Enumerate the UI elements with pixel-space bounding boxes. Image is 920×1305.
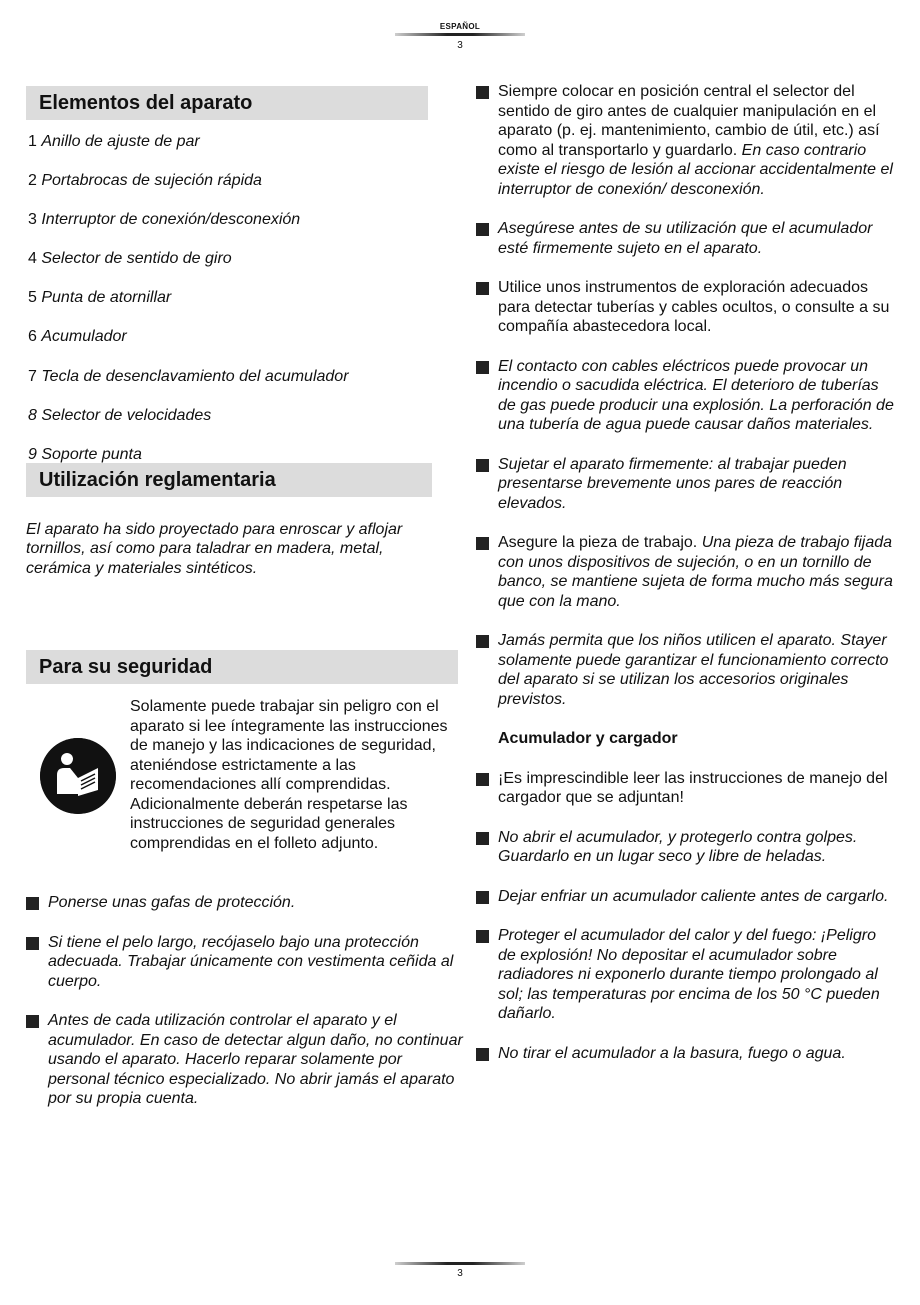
bullet-square-icon bbox=[476, 1048, 489, 1061]
bullet-square-icon bbox=[26, 897, 39, 910]
list-item: 6 Acumulador bbox=[28, 328, 127, 346]
bullet-item: Sujetar el aparato firmemente: al trabajar pueden presentarse brevemente unos pares de reacción elevados. bbox=[476, 455, 896, 514]
list-item: 7 Tecla de desenclavamiento del acumulador bbox=[28, 367, 349, 385]
left-column bbox=[26, 86, 466, 1109]
right-column bbox=[476, 82, 896, 1063]
manual-notice-text: Solamente puede trabajar sin peligro con el aparato si lee íntegramente las instrucciones de manejo y las indicaciones de seguridad, ateniéndose estrictamente a las recomendaciones allí comprendidas. Adicionalmente deberán respetarse las instrucciones de seguridad generales comprendidas en el folleto adjunto. bbox=[130, 698, 448, 852]
bullet-square-icon bbox=[476, 537, 489, 550]
bullet-item: Antes de cada utilización controlar el aparato y el acumulador. En caso de detectar algun daño, no continuar usando el aparato. Hacerlo reparar solamente por personal técnico especializado. No abrir jamás el aparato por su propia cuenta. bbox=[26, 1011, 466, 1109]
left-bullets bbox=[26, 893, 466, 1109]
bullet-item: El contacto con cables eléctricos puede provocar un incendio o sacudida eléctrica. El deterioro de tuberías de gas puede producir una explosión. La perforación de una tubería de agua puede causar daños materiales. bbox=[476, 357, 896, 435]
bullet-square-icon bbox=[476, 361, 489, 374]
bullet-item: Asegúrese antes de su utilización que el acumulador esté firmemente sujeto en el aparato. bbox=[476, 219, 896, 258]
bullet-square-icon bbox=[476, 832, 489, 845]
bullet-square-icon bbox=[26, 1015, 39, 1028]
list-item: 1 Anillo de ajuste de par bbox=[28, 133, 200, 150]
list-item: 2 Portabrocas de sujeción rápida bbox=[28, 172, 262, 190]
bullet-item: Ponerse unas gafas de protección. bbox=[26, 893, 466, 913]
manual-notice bbox=[26, 697, 466, 882]
bullet-square-icon bbox=[476, 635, 489, 648]
usage-text: El aparato ha sido proyectado para enroscar y aflojar tornillos, así como para taladrar en madera, metal, cerámica y materiales sintéticos. bbox=[26, 520, 403, 577]
header-page-number: 3 bbox=[457, 40, 463, 51]
bullet-square-icon bbox=[476, 86, 489, 99]
footer-page-number: 3 bbox=[457, 1268, 463, 1279]
bullet-item: ¡Es imprescindible leer las instrucciones de manejo del cargador que se adjuntan! bbox=[476, 769, 896, 808]
battery-heading: Acumulador y cargador bbox=[498, 730, 678, 747]
section-title-seguridad: Para su seguridad bbox=[26, 650, 458, 684]
list-item: 8 Selector de velocidades bbox=[28, 406, 212, 424]
list-item: 4 Selector de sentido de giro bbox=[28, 250, 232, 268]
bullet-item: Dejar enfriar un acumulador caliente antes de cargarlo. bbox=[476, 887, 896, 907]
bullet-square-icon bbox=[476, 930, 489, 943]
bullet-square-icon bbox=[476, 891, 489, 904]
bullet-square-icon bbox=[476, 282, 489, 295]
header-rule bbox=[395, 33, 525, 36]
bullet-square-icon bbox=[476, 773, 489, 786]
bullet-square-icon bbox=[476, 223, 489, 236]
bullet-item: No abrir el acumulador, y protegerlo contra golpes. Guardarlo en un lugar seco y libre de heladas. bbox=[476, 828, 896, 867]
bullet-item: Siempre colocar en posición central el selector del sentido de giro antes de cualquier manipulación en el aparato (p. ej. mantenimiento, cambio de útil, etc.) así como al transportarlo y guardarlo. En caso contrario existe el riesgo de lesión al accionar accidentalmente el interruptor de conexión/ desconexión. bbox=[476, 82, 896, 199]
elements-list bbox=[28, 132, 466, 484]
bullet-item: Jamás permita que los niños utilicen el aparato. Stayer solamente puede garantizar el funcionamiento correcto del aparato si se utilizan los accesorios originales previstos. bbox=[476, 631, 896, 709]
list-item: 3 Interruptor de conexión/desconexión bbox=[28, 211, 301, 229]
read-manual-icon bbox=[40, 738, 116, 814]
bullet-item: Si tiene el pelo largo, recójaselo bajo una protección adecuada. Trabajar únicamente con vestimenta ceñida al cuerpo. bbox=[26, 933, 466, 992]
bullet-item: Asegure la pieza de trabajo. Una pieza de trabajo fijada con unos dispositivos de sujeción, o en un tornillo de banco, se mantiene sujeta de forma mucho más segura que con la mano. bbox=[476, 533, 896, 611]
header-language: ESPAÑOL bbox=[439, 22, 481, 31]
section-title-utilizacion: Utilización reglamentaria bbox=[26, 463, 432, 497]
section-title-elementos: Elementos del aparato bbox=[26, 86, 428, 120]
bullet-item: No tirar el acumulador a la basura, fuego o agua. bbox=[476, 1044, 896, 1064]
list-item: 9 Soporte punta bbox=[28, 445, 142, 463]
bullet-square-icon bbox=[476, 459, 489, 472]
bullet-item: Proteger el acumulador del calor y del fuego: ¡Peligro de explosión! No depositar el acumulador sobre radiadores ni exponerlo durante tiempo prolongado al sol; las temperaturas por encima de los 50 °C pueden dañarlo. bbox=[476, 926, 896, 1024]
footer-rule bbox=[395, 1262, 525, 1265]
list-item: 5 Punta de atornillar bbox=[28, 289, 172, 307]
bullet-item: Utilice unos instrumentos de exploración adecuados para detectar tuberías y cables ocultos, o consulte a su compañía abastecedora local. bbox=[476, 278, 896, 337]
bullet-square-icon bbox=[26, 937, 39, 950]
